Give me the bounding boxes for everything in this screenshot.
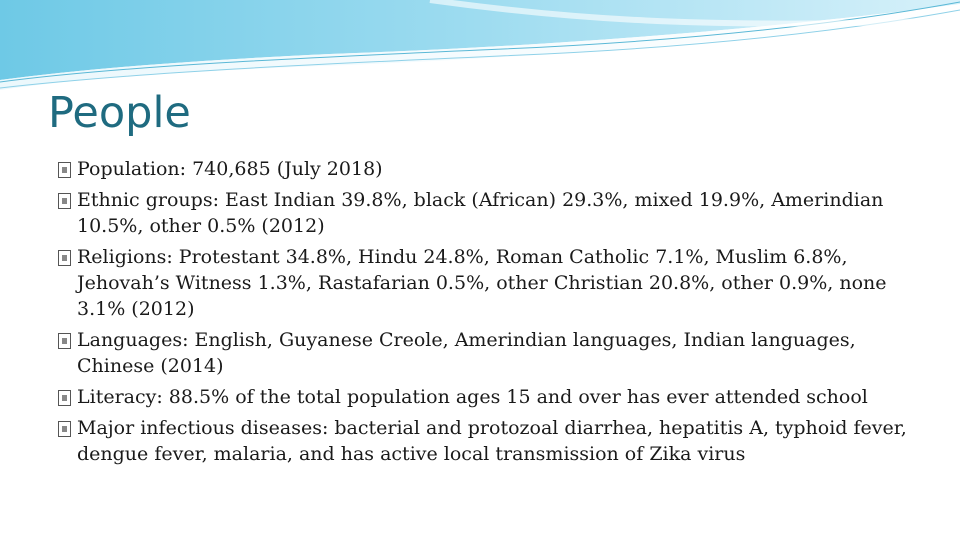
box-bullet-icon: [58, 193, 71, 209]
bullet-text: Population: 740,685 (July 2018): [77, 158, 383, 180]
header-wave-decoration: [0, 0, 960, 95]
list-item-religions: [58, 244, 918, 322]
list-item-languages: [58, 327, 918, 379]
list-item-population: [58, 156, 918, 182]
bullet-list: [58, 156, 918, 472]
box-bullet-icon: [58, 250, 71, 266]
slide-title: People: [48, 88, 191, 138]
box-bullet-icon: [58, 390, 71, 406]
bullet-text: Religions: Protestant 34.8%, Hindu 24.8%, Roman Catholic 7.1%, Muslim 6.8%, Jehovah’s Witness 1.3%, Rastafarian 0.5%, other Christian 20.8%, other 0.9%, none 3.1% (2012): [77, 246, 887, 320]
list-item-infectious-diseases: [58, 415, 918, 467]
box-bullet-icon: [58, 421, 71, 437]
bullet-text: Literacy: 88.5% of the total population ages 15 and over has ever attended school: [77, 386, 868, 408]
list-item-ethnic-groups: [58, 187, 918, 239]
box-bullet-icon: [58, 333, 71, 349]
bullet-text: Ethnic groups: East Indian 39.8%, black (African) 29.3%, mixed 19.9%, Amerindian 10.5%, other 0.5% (2012): [77, 189, 884, 237]
bullet-text: Languages: English, Guyanese Creole, Amerindian languages, Indian languages, Chinese (2014): [77, 329, 856, 377]
box-bullet-icon: [58, 162, 71, 178]
list-item-literacy: [58, 384, 918, 410]
bullet-text: Major infectious diseases: bacterial and protozoal diarrhea, hepatitis A, typhoid fever, dengue fever, malaria, and has active local transmission of Zika virus: [77, 417, 907, 465]
